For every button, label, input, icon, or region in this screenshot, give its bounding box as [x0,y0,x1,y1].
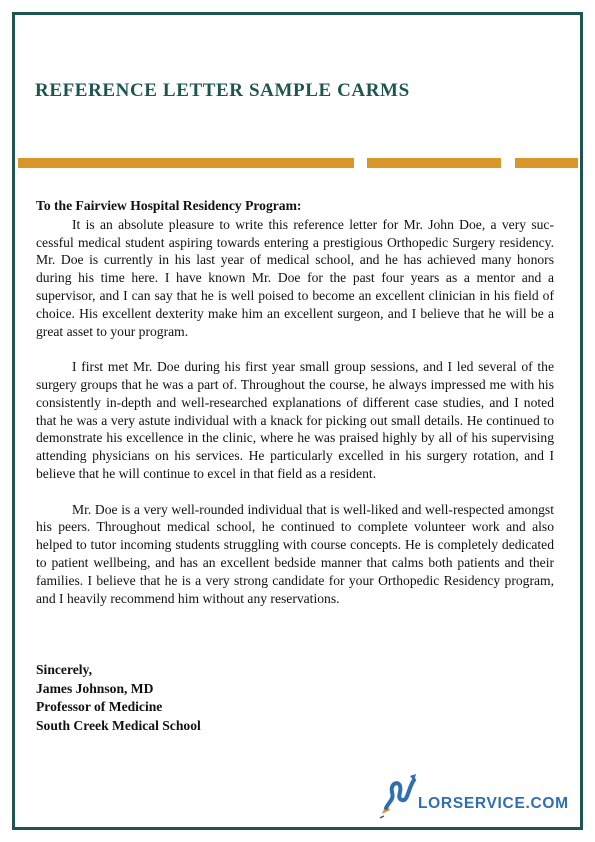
pen-swirl-icon [376,770,420,822]
accent-bar [18,158,354,168]
document-title: REFERENCE LETTER SAMPLE CARMS [35,80,410,101]
letter-body [36,197,554,625]
signer-name: James Johnson, MD [36,680,154,696]
accent-bar [515,158,578,168]
body-paragraph: It is an absolute pleasure to write this reference letter for Mr. John Doe, a very successful medical student aspiring towards entering a prestigious Orthopedic Surgery residency. Mr. Doe is currently in his last year of medical school, and he has achieved many honors during his time here. I have known Mr. Doe for the past four years as a mentor and a supervisor, and I can say that he is well poised to become an excellent clinician in his field of choice. His excellent dexterity make him an excellent surgeon, and I believe that he will be a great asset to your program. [36,216,554,339]
accent-bar [367,158,501,168]
salutation: To the Fairview Hospital Residency Program: [36,198,302,213]
signer-institution: South Creek Medical School [36,717,201,733]
body-paragraph: I first met Mr. Doe during his first year small group sessions, and I led several of the surgery groups that he was a part of. Throughout the course, he always impressed me with his consistently in-depth and well-researched explanations of different case studies, and I noted that he was a very astute individual with a knack for picking out small details. He continued to demonstrate his excellence in the clinic, where he was praised highly by all of his supervising attending physicians on his services. He particularly excelled in his surgery rotation, and I believe that he will continue to excel in that field as a resident. [36,359,554,481]
signer-position: Professor of Medicine [36,699,163,714]
signature-block [36,661,201,735]
logo-text: LORSERVICE.COM [418,795,569,812]
valediction: Sincerely, [36,662,93,677]
body-paragraph: Mr. Doe is a very well-rounded individual that is well-liked and well-respected amongst his peers. Throughout medical school, he continued to complete volunteer work and also helped to tutor incoming students struggling with course concepts. He is completely dedicated to patient wellbeing, and has an excellent bedside manner that calms both patients and their families. I believe that he is a very strong candidate for your Orthopedic Residency program, and I heavily recommend him without any reservations. [36,501,554,606]
lorservice-logo[interactable] [376,770,569,822]
